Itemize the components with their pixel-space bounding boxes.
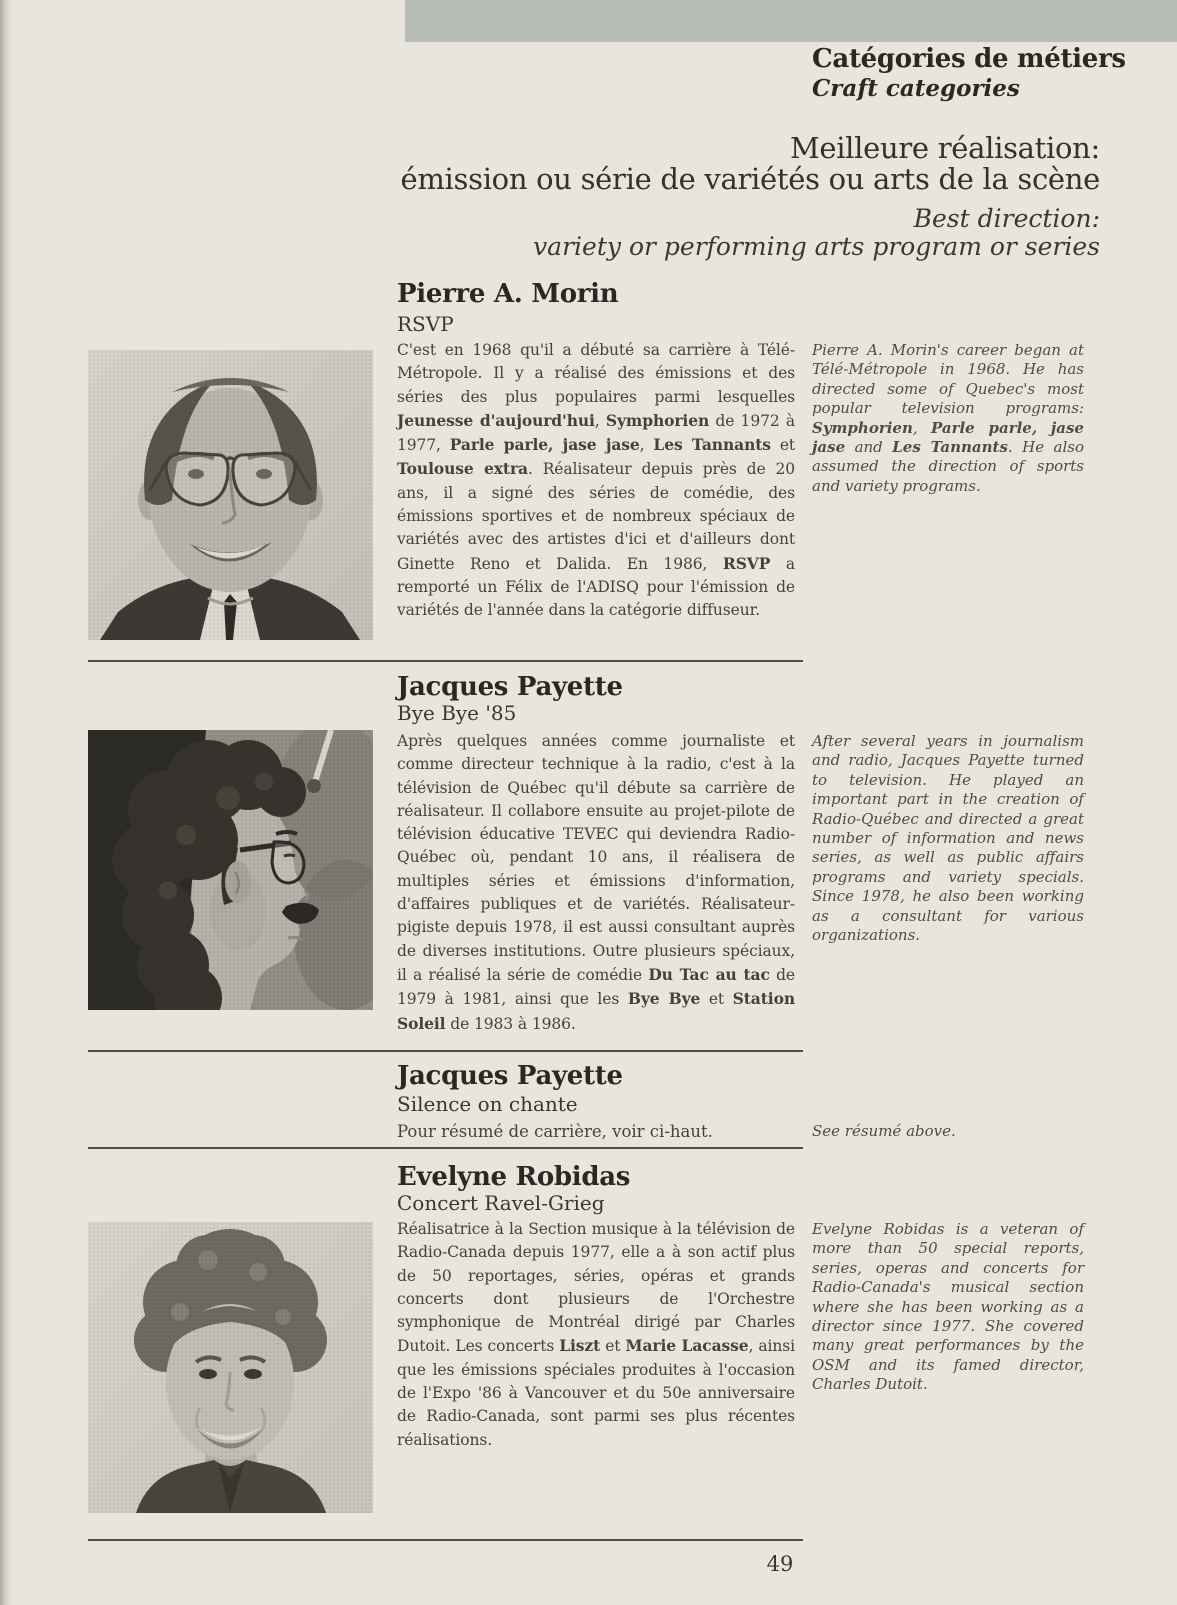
woman-short-hair-portrait-image <box>88 1222 373 1513</box>
nominee-name: Jacques Payette <box>397 672 623 702</box>
category-title-en: Craft categories <box>812 75 1020 102</box>
bio-english: Evelyne Robidas is a veteran of more than 50 special reports, series, operas and concerts for Radio-Canada's musical section where she has been working as a director since 1977. She covered many great performances by the OSM and its famed director, Charles Dutoit. <box>812 1220 1084 1394</box>
nominee-name: Evelyne Robidas <box>397 1162 631 1192</box>
bio-french: Après quelques années comme journaliste et comme directeur technique à la radio, c'est à la télévision de Québec qu'il débute sa carrière de réalisateur. Il collabore ensuite au projet-pilote de télévision éducative TEVEC qui deviendra Radio-Québec où, pendant 10 ans, il réalisera de multiples séries et émissions d'information, d'affaires publiques et de variétés. Réalisateur-pigiste depuis 1978, il est aussi consultant auprès de diverses institutions. Outre plusieurs spéciaux, il a réalisé la série de comédie Du Tac au tac de 1979 à 1981, ainsi que les Bye Bye et Station Soleil de 1983 à 1986. <box>397 732 796 1033</box>
nominee-program: Bye Bye '85 <box>397 701 517 725</box>
header-gray-bar <box>405 0 1177 42</box>
section-divider <box>88 1050 803 1052</box>
award-title-en-line1: Best direction: <box>913 204 1100 233</box>
category-title-fr: Catégories de métiers <box>812 44 1126 74</box>
bio-english: See résumé above. <box>812 1122 956 1140</box>
portrait-photo <box>88 350 373 640</box>
bio-english: Pierre A. Morin's career began at Télé-Métropole in 1968. He has directed some of Quebec's most popular television programs: Symphorien, Parle parle, jase jase and Les Tannants. He also assumed the direction of sports and variety programs. <box>812 341 1084 495</box>
nominee-program: Concert Ravel-Grieg <box>397 1191 605 1215</box>
portrait-photo <box>88 730 373 1010</box>
page-number: 49 <box>766 1552 794 1576</box>
section-divider <box>88 660 803 662</box>
section-divider <box>88 1147 803 1149</box>
man-profile-glasses-portrait-image <box>88 730 373 1010</box>
award-title-fr-line2: émission ou série de variétés ou arts de la scène <box>400 162 1100 196</box>
award-title-en-line2: variety or performing arts program or series <box>533 232 1100 261</box>
bio-english: After several years in journalism and radio, Jacques Payette turned to television. He played an important part in the creation of Radio-Québec and directed a great number of information and news series, as well as public affairs programs and variety specials. Since 1978, he also been working as a consultant for various organizations. <box>812 732 1084 945</box>
nominee-program: Silence on chante <box>397 1092 578 1116</box>
award-title-fr-line1: Meilleure réalisation: <box>789 131 1100 165</box>
man-aviator-glasses-portrait-image <box>88 350 373 640</box>
nominee-program: RSVP <box>397 312 454 336</box>
nominee-name: Pierre A. Morin <box>397 279 619 309</box>
bio-french: Réalisatrice à la Section musique à la télévision de Radio-Canada depuis 1977, elle a à son actif plus de 50 reportages, séries, opéras et grands concerts dont plusieurs de l'Orchestre symphonique de Montréal dirigé par Charles Dutoit. Les concerts Liszt et Marie Lacasse, ainsi que les émissions spéciales produites à l'occasion de l'Expo '86 à Vancouver et du 50e anniversaire de Radio-Canada, sont parmi ses plus récentes réalisations. <box>397 1220 795 1449</box>
footer-divider <box>88 1539 803 1541</box>
portrait-photo <box>88 1222 373 1513</box>
nominee-name: Jacques Payette <box>397 1061 623 1091</box>
bio-french: C'est en 1968 qu'il a débuté sa carrière à Télé-Métropole. Il y a réalisé des émissions et des séries des plus populaires parmi lesquelles Jeunesse d'aujourd'hui, Symphorien de 1972 à 1977, Parle parle, jase jase, Les Tannants et Toulouse extra. Réalisateur depuis près de 20 ans, il a signé des séries de comédie, des émissions sportives et de nombreux spéciaux de variétés avec des artistes d'ici et d'ailleurs dont Ginette Reno et Dalida. En 1986, RSVP a remporté un Félix de l'ADISQ pour l'émission de variétés de l'année dans la catégorie diffuseur. <box>397 341 796 620</box>
bio-french: Pour résumé de carrière, voir ci-haut. <box>397 1122 713 1141</box>
page-binding-edge <box>0 0 12 1605</box>
